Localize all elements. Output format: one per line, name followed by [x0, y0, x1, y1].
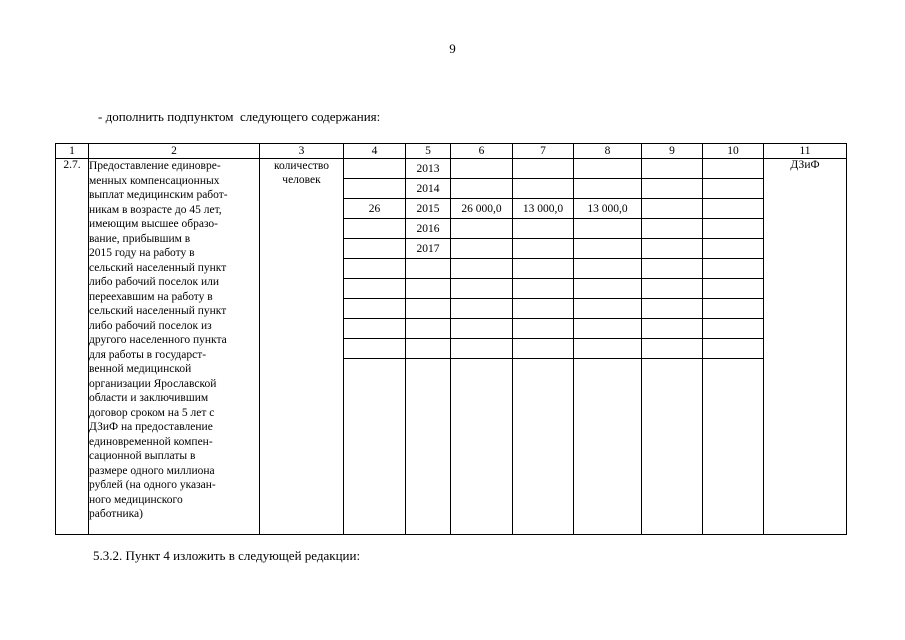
program-measures-table	[55, 143, 847, 535]
amount-cell	[451, 179, 513, 199]
empty-cell	[703, 199, 764, 219]
amount-cell: 13 000,0	[513, 199, 574, 219]
item-number: 2.7.	[56, 159, 89, 535]
empty-cell	[642, 199, 703, 219]
empty-cell	[642, 159, 703, 179]
header-cell: 9	[642, 144, 703, 159]
page-number: 9	[449, 41, 456, 56]
header-cell: 4	[344, 144, 406, 159]
amount-cell: 26 000,0	[451, 199, 513, 219]
amount-cell	[574, 219, 642, 239]
empty-cell	[642, 239, 703, 259]
header-cell: 2	[89, 144, 260, 159]
table-row	[56, 159, 847, 179]
header-cell: 1	[56, 144, 89, 159]
amount-cell	[574, 179, 642, 199]
header-cell: 10	[703, 144, 764, 159]
empty-cell	[703, 219, 764, 239]
amount-cell	[574, 159, 642, 179]
amount-cell	[451, 239, 513, 259]
header-cell: 8	[574, 144, 642, 159]
count-cell	[344, 219, 406, 239]
intro-text: - дополнить подпунктом следующего содержания:	[98, 109, 381, 124]
empty-cell	[703, 159, 764, 179]
header-cell: 11	[764, 144, 847, 159]
empty-cell	[703, 239, 764, 259]
header-cell: 6	[451, 144, 513, 159]
amount-cell	[513, 179, 574, 199]
amount-cell	[574, 239, 642, 259]
item-description: Предоставление единовре- менных компенсационных выплат медицинским работ- никам в возрасте до 45 лет, имеющим высшее образо- вание, прибывшим в 2015 году на работу в сельский населенный пункт либо рабочий поселок или переехавшим на работу в сельский населенный пункт либо рабочий поселок из другого населенного пункта для работы в государст- венной медицинской организации Ярославской области и заключившим договор сроком на 5 лет с ДЗиФ на предоставление единовременной компен- сационной выплаты в размере одного миллиона рублей (на одного указан- ного медицинского работника)	[89, 159, 260, 535]
unit-of-measure: количество человек	[260, 159, 344, 535]
count-cell	[344, 179, 406, 199]
header-cell: 3	[260, 144, 344, 159]
amount-cell: 13 000,0	[574, 199, 642, 219]
empty-cell	[642, 179, 703, 199]
header-row	[56, 144, 847, 159]
empty-cell	[642, 219, 703, 239]
year-cell: 2017	[406, 239, 451, 259]
amount-cell	[451, 159, 513, 179]
amount-cell	[513, 239, 574, 259]
year-cell: 2013	[406, 159, 451, 179]
executor: ДЗиФ	[764, 159, 847, 535]
amount-cell	[513, 159, 574, 179]
header-cell: 7	[513, 144, 574, 159]
amount-cell	[513, 219, 574, 239]
year-cell: 2016	[406, 219, 451, 239]
year-cell: 2014	[406, 179, 451, 199]
header-cell: 5	[406, 144, 451, 159]
count-cell	[344, 159, 406, 179]
count-cell: 26	[344, 199, 406, 219]
section-text: 5.3.2. Пункт 4 изложить в следующей редакции:	[93, 548, 361, 563]
year-cell: 2015	[406, 199, 451, 219]
empty-cell	[703, 179, 764, 199]
count-cell	[344, 239, 406, 259]
amount-cell	[451, 219, 513, 239]
